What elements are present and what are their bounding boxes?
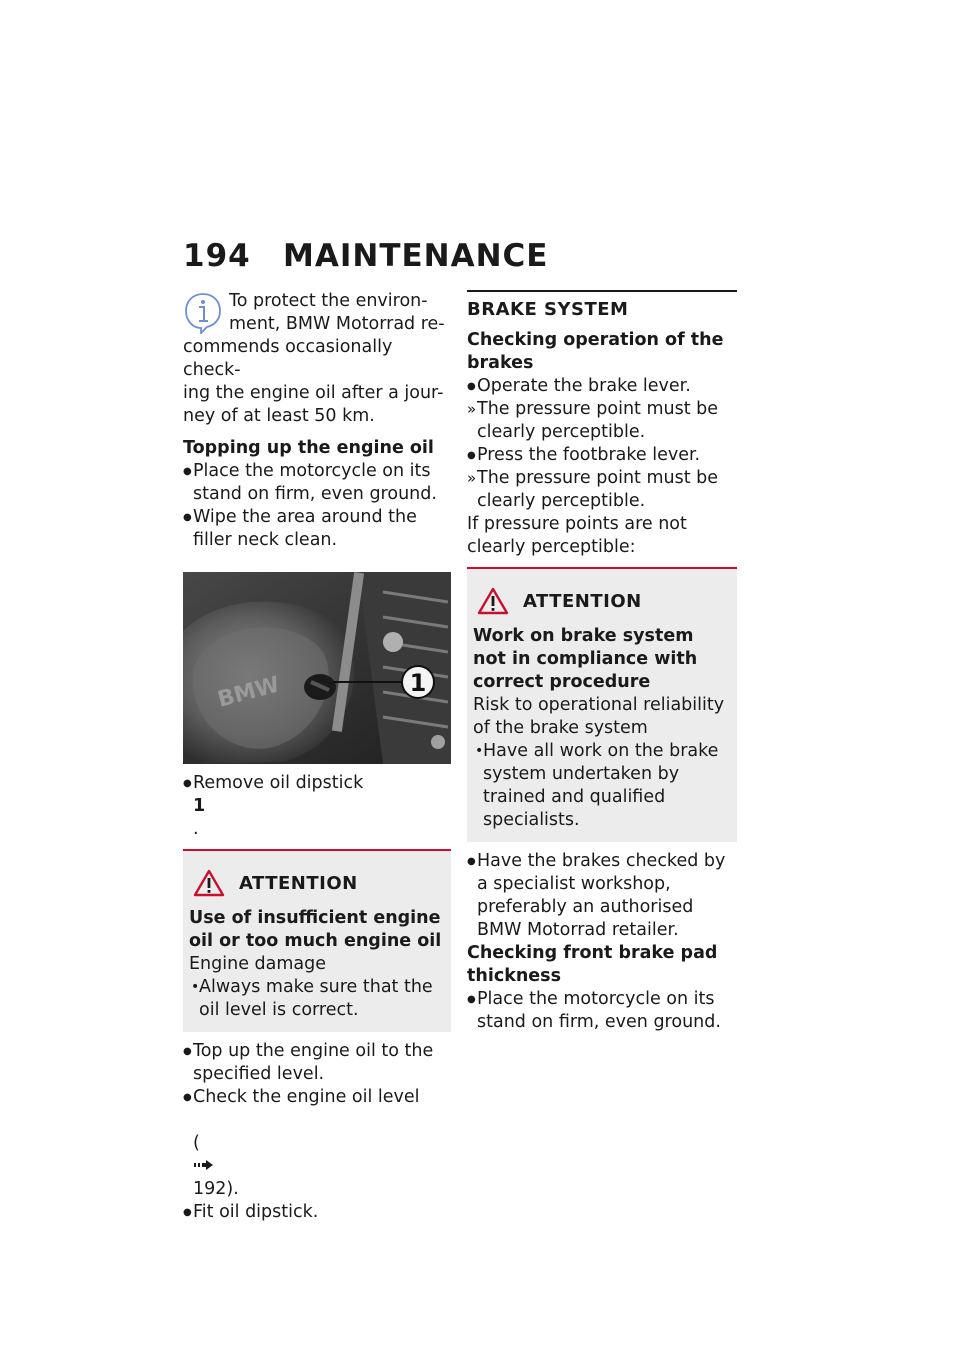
- warning-title: ATTENTION: [523, 590, 642, 612]
- info-line-2: ment, BMW Motorrad re-: [229, 314, 445, 334]
- list-item: » The pressure point must be clearly perceptible.: [467, 398, 737, 444]
- warning-triangle-icon: [193, 869, 225, 897]
- info-line-4: ing the engine oil after a jour-: [183, 383, 444, 403]
- info-icon: [183, 292, 223, 334]
- list-item: ● Wipe the area around the filler neck clean.: [183, 506, 451, 552]
- brake-warning-box: [467, 567, 737, 842]
- page-reference-arrow-icon: [193, 1159, 215, 1171]
- page-number: 194: [183, 238, 251, 274]
- list-item: ● Check the engine oil level ( 192).: [183, 1086, 451, 1201]
- engine-cover-logo: BMW: [215, 672, 283, 713]
- after-steps: [467, 850, 737, 942]
- warning-heading: Work on brake system not in compliance with correct procedure: [473, 626, 698, 692]
- list-item: ● Place the motorcycle on its stand on firm, even ground.: [183, 460, 451, 506]
- topping-heading: Topping up the engine oil: [183, 438, 434, 458]
- list-item: • Have all work on the brake system undertaken by trained and qualified specialists.: [473, 740, 729, 832]
- warning-actions: [473, 740, 729, 832]
- warning-title: ATTENTION: [239, 872, 358, 894]
- list-item: » The pressure point must be clearly perceptible.: [467, 467, 737, 513]
- list-item: ● Place the motorcycle on its stand on firm, even ground.: [467, 988, 737, 1034]
- list-item: ● Top up the engine oil to the specified level.: [183, 1040, 451, 1086]
- right-column: [467, 290, 737, 1034]
- warning-heading: Use of insufficient engine oil or too much engine oil: [189, 908, 442, 951]
- list-item: • Always make sure that the oil level is correct.: [189, 976, 443, 1022]
- operation-result-1: [467, 398, 737, 444]
- environment-note: [183, 290, 451, 428]
- left-column: [183, 290, 451, 1224]
- oil-warning-box: [183, 849, 451, 1032]
- remove-step: [183, 772, 451, 841]
- topup-steps: [183, 1040, 451, 1224]
- list-item: ● Have the brakes checked by a specialist workshop, preferably an authorised BMW Motorrad retailer.: [467, 850, 737, 942]
- operation-step-1: [467, 375, 737, 398]
- photo-callout-1: 1: [409, 669, 427, 697]
- operation-heading: Checking operation of the brakes: [467, 330, 724, 373]
- warning-consequence: Engine damage: [189, 954, 327, 974]
- operation-step-2: [467, 444, 737, 467]
- list-item: ● Press the footbrake lever.: [467, 444, 737, 467]
- section-title: BRAKE SYSTEM: [467, 290, 737, 321]
- info-line-1: To protect the environ-: [229, 291, 428, 311]
- warning-triangle-icon: [477, 587, 509, 615]
- operation-result-2: [467, 467, 737, 513]
- warning-consequence: Risk to operational reliability of the brake system: [473, 695, 725, 738]
- if-condition-text: If pressure points are not clearly perceptible:: [467, 514, 687, 557]
- page-header: [183, 238, 548, 274]
- list-item: ● Operate the brake lever.: [467, 375, 737, 398]
- chapter-title: MAINTENANCE: [283, 238, 549, 274]
- pad-steps: [467, 988, 737, 1034]
- list-item: ● Remove oil dipstick 1 .: [183, 772, 451, 841]
- info-line-5: ney of at least 50 km.: [183, 406, 375, 426]
- list-item: ● Fit oil dipstick.: [183, 1201, 451, 1224]
- warning-actions: [189, 976, 443, 1022]
- engine-photo: [183, 572, 451, 764]
- info-line-3: commends occasionally check-: [183, 337, 393, 380]
- pad-heading: Checking front brake pad thickness: [467, 943, 718, 986]
- topping-steps: [183, 460, 451, 552]
